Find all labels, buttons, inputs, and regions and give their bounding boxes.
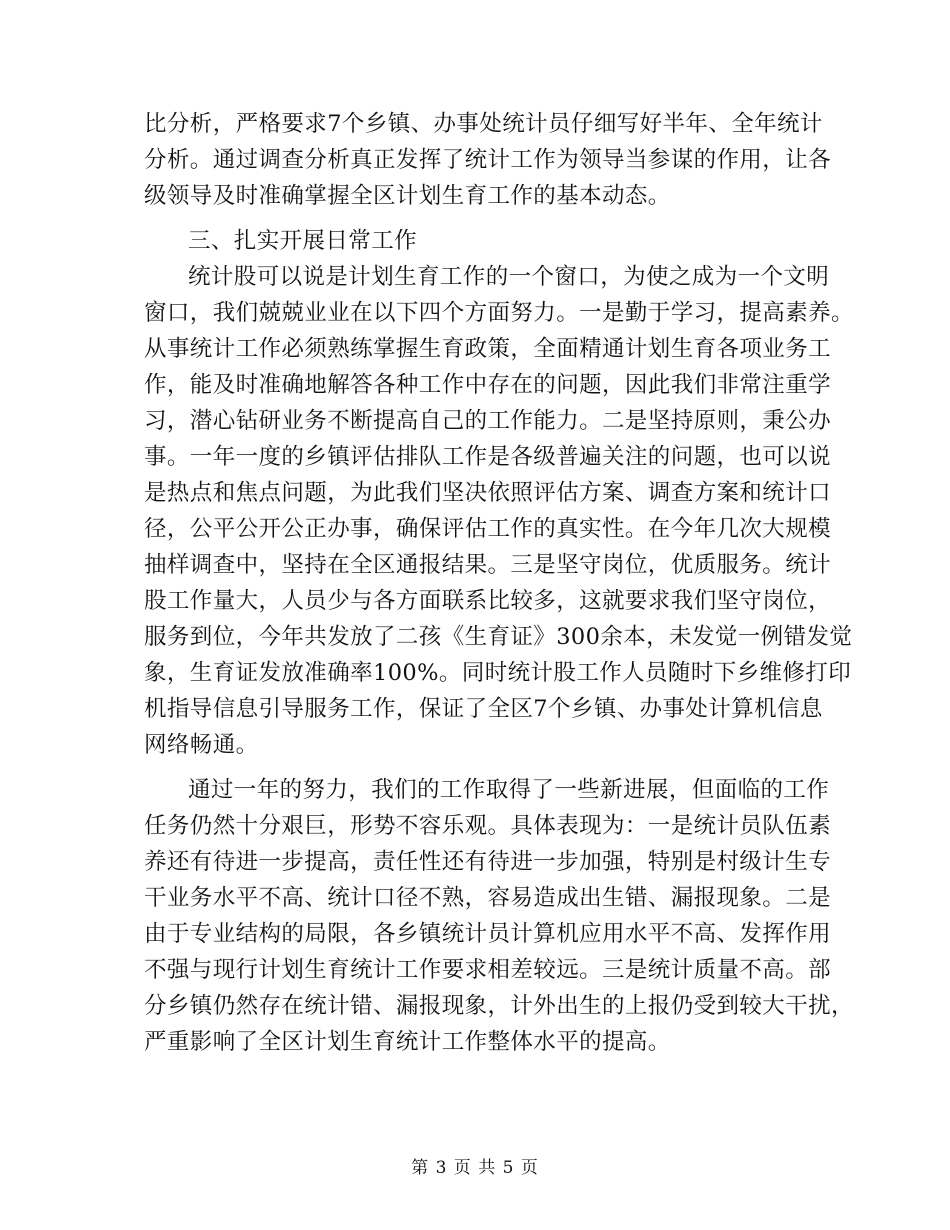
text-line: 由于专业结构的局限，各乡镇统计员计算机应用水平不高、发挥作用 — [144, 921, 832, 947]
text-line: 不强与现行计划生育统计工作要求相差较远。三是统计质量不高。部 — [144, 957, 832, 983]
page-number-footer: 第 3 页 共 5 页 — [411, 1158, 539, 1178]
text-line: 从事统计工作必须熟练掌握生育政策，全面精通计划生育各项业务工 — [144, 336, 832, 362]
text-line: 股工作量大，人员少与各方面联系比较多，这就要求我们坚守岗位， — [144, 588, 832, 614]
text-line: 抽样调查中，坚持在全区通报结果。三是坚守岗位，优质服务。统计 — [144, 552, 832, 578]
text-line: 通过一年的努力，我们的工作取得了一些新进展，但面临的工作 — [188, 777, 830, 803]
text-line: 任务仍然十分艰巨，形势不容乐观。具体表现为：一是统计员队伍素 — [144, 813, 832, 839]
text-line: 事。一年一度的乡镇评估排队工作是各级普遍关注的问题，也可以说 — [144, 444, 832, 470]
text-line: 服务到位，今年共发放了二孩《生育证》300余本，未发觉一例错发觉 — [144, 624, 853, 650]
text-line: 机指导信息引导服务工作，保证了全区7个乡镇、办事处计算机信息 — [144, 696, 823, 722]
text-line: 养还有待进一步提高，责任性还有待进一步加强，特别是村级计生专 — [144, 849, 832, 875]
text-line: 作，能及时准确地解答各种工作中存在的问题，因此我们非常注重学 — [144, 372, 832, 398]
text-line: 比分析，严格要求7个乡镇、办事处统计员仔细写好半年、全年统计 — [144, 111, 823, 137]
text-line: 习，潜心钻研业务不断提高自己的工作能力。二是坚持原则，秉公办 — [144, 408, 832, 434]
text-line: 是热点和焦点问题，为此我们坚决依照评估方案、调查方案和统计口 — [144, 480, 832, 506]
text-line: 分析。通过调查分析真正发挥了统计工作为领导当参谋的作用，让各 — [144, 147, 832, 173]
section-heading: 三、扎实开展日常工作 — [188, 228, 418, 254]
text-line: 干业务水平不高、统计口径不熟，容易造成出生错、漏报现象。二是 — [144, 885, 832, 911]
text-line: 分乡镇仍然存在统计错、漏报现象，计外出生的上报仍受到较大干扰， — [144, 993, 854, 1019]
text-line: 窗口，我们兢兢业业在以下四个方面努力。一是勤于学习，提高素养。 — [144, 300, 854, 326]
text-line: 径，公平公开公正办事，确保评估工作的真实性。在今年几次大规模 — [144, 516, 832, 542]
text-line: 网络畅通。 — [144, 732, 259, 758]
text-line: 严重影响了全区计划生育统计工作整体水平的提高。 — [144, 1029, 671, 1055]
text-line: 级领导及时准确掌握全区计划生育工作的基本动态。 — [144, 183, 671, 209]
text-line: 统计股可以说是计划生育工作的一个窗口，为使之成为一个文明 — [188, 264, 830, 290]
text-line: 象，生育证发放准确率100%。同时统计股工作人员随时下乡维修打印 — [144, 660, 852, 686]
